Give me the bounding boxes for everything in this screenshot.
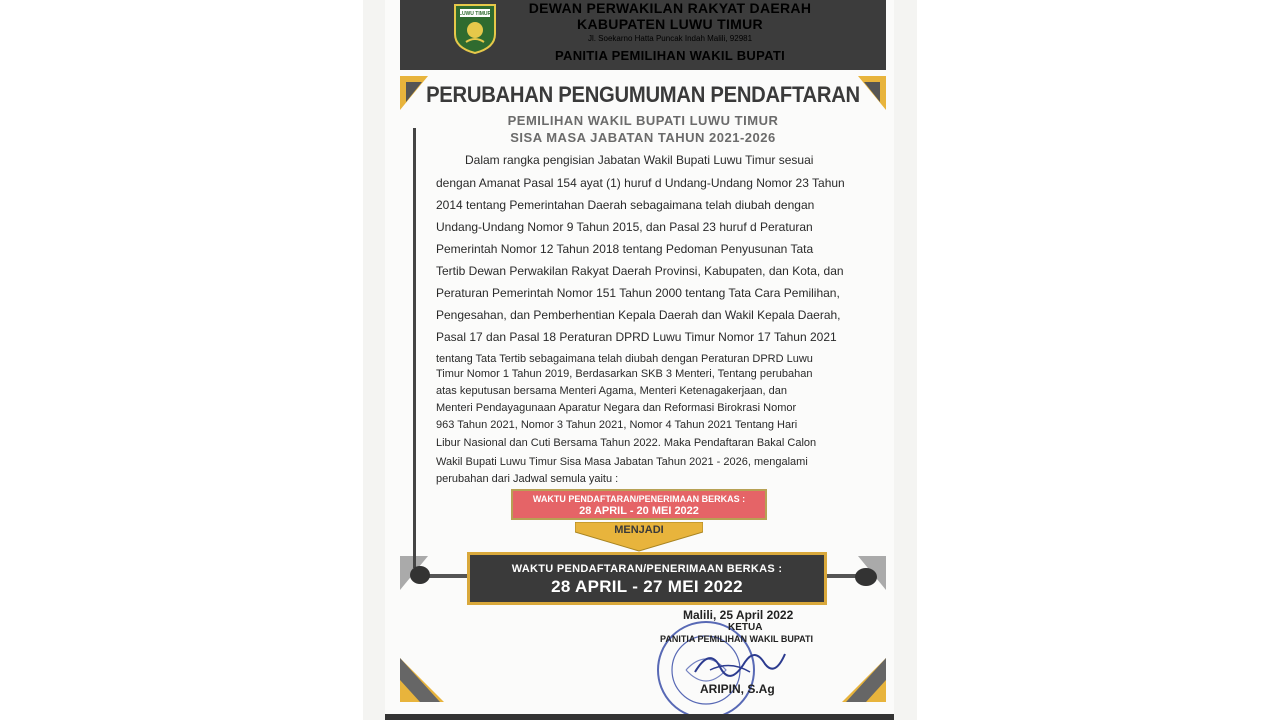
body-line: Pasal 17 dan Pasal 18 Peraturan DPRD Luwu Timur Nomor 17 Tahun 2021 [436, 330, 837, 344]
signature-committee: PANITIA PEMILIHAN WAKIL BUPATI [660, 634, 813, 644]
committee-name: PANITIA PEMILIHAN WAKIL BUPATI [555, 48, 785, 63]
body-line: Pengesahan, dan Pemberhentian Kepala Daerah dan Wakil Kepala Daerah, [436, 308, 841, 322]
bottom-border [385, 714, 894, 720]
left-margin-rule [413, 128, 416, 568]
connector-dot-left [410, 566, 430, 584]
body-line: Wakil Bupati Luwu Timur Sisa Masa Jabatan Tahun 2021 - 2026, mengalami [436, 456, 808, 468]
announcement-subtitle-1: PEMILIHAN WAKIL BUPATI LUWU TIMUR [507, 113, 779, 128]
body-line: 2014 tentang Pemerintahan Daerah sebagaimana telah diubah dengan [436, 198, 815, 212]
new-schedule-label: WAKTU PENDAFTARAN/PENERIMAAN BERKAS : [511, 563, 783, 575]
body-line: atas keputusan bersama Menteri Agama, Menteri Ketenagakerjaan, dan [436, 385, 787, 397]
svg-text:LUWU TIMUR: LUWU TIMUR [458, 11, 492, 17]
corner-ornament-bottom-left [400, 658, 444, 702]
signature-place-date: Malili, 25 April 2022 [683, 608, 794, 622]
announcement-subtitle-2: SISA MASA JABATAN TAHUN 2021-2026 [510, 130, 776, 145]
new-schedule-dates: 28 APRIL - 27 MEI 2022 [551, 577, 743, 596]
old-schedule-label: WAKTU PENDAFTARAN/PENERIMAAN BERKAS : [532, 494, 746, 504]
body-line: Libur Nasional dan Cuti Bersama Tahun 2022. Maka Pendaftaran Bakal Calon [436, 437, 817, 449]
connector-dot-right [855, 568, 877, 586]
org-address: Jl. Soekarno Hatta Puncak Indah Malili, 92981 [587, 34, 753, 43]
body-line: Menteri Pendayagunaan Aparatur Negara dan Reformasi Birokrasi Nomor [436, 402, 797, 414]
corner-ornament-bottom-right [842, 658, 886, 702]
body-line: perubahan dari Jadwal semula yaitu : [436, 473, 619, 485]
body-line: Tertib Dewan Perwakilan Rakyat Daerah Provinsi, Kabupaten, dan Kota, dan [436, 264, 844, 278]
signatory-name: ARIPIN, S.Ag [700, 682, 775, 696]
body-line: Dalam rangka pengisian Jabatan Wakil Bupati Luwu Timur sesuai [465, 153, 814, 167]
body-line: Undang-Undang Nomor 9 Tahun 2015, dan Pasal 23 huruf d Peraturan [436, 220, 813, 234]
body-line: Peraturan Pemerintah Nomor 151 Tahun 2000 tentang Tata Cara Pemilihan, [436, 286, 840, 300]
body-line: tentang Tata Tertib sebagaimana telah diubah dengan Peraturan DPRD Luwu [436, 353, 813, 365]
signature-position: KETUA [728, 622, 763, 633]
regency-emblem [452, 2, 498, 54]
new-schedule-box [467, 552, 827, 605]
handwritten-signature [690, 642, 790, 682]
org-name-line1: DEWAN PERWAKILAN RAKYAT DAERAH [528, 0, 812, 16]
body-line: Pemerintah Nomor 12 Tahun 2018 tentang Pedoman Penyusunan Tata [436, 242, 814, 256]
change-label: MENJADI [614, 524, 664, 536]
old-schedule-dates: 28 APRIL - 20 MEI 2022 [579, 505, 699, 517]
org-name-line2: KABUPATEN LUWU TIMUR [577, 16, 763, 32]
announcement-title: PERUBAHAN PENGUMUMAN PENDAFTARAN [426, 82, 860, 107]
body-line: Timur Nomor 1 Tahun 2019, Berdasarkan SKB 3 Menteri, Tentang perubahan [436, 368, 813, 380]
body-line: 963 Tahun 2021, Nomor 3 Tahun 2021, Nomor 4 Tahun 2021 Tentang Hari [436, 419, 798, 431]
body-line: dengan Amanat Pasal 154 ayat (1) huruf d Undang-Undang Nomor 23 Tahun [436, 176, 845, 190]
old-schedule-box [511, 489, 767, 520]
